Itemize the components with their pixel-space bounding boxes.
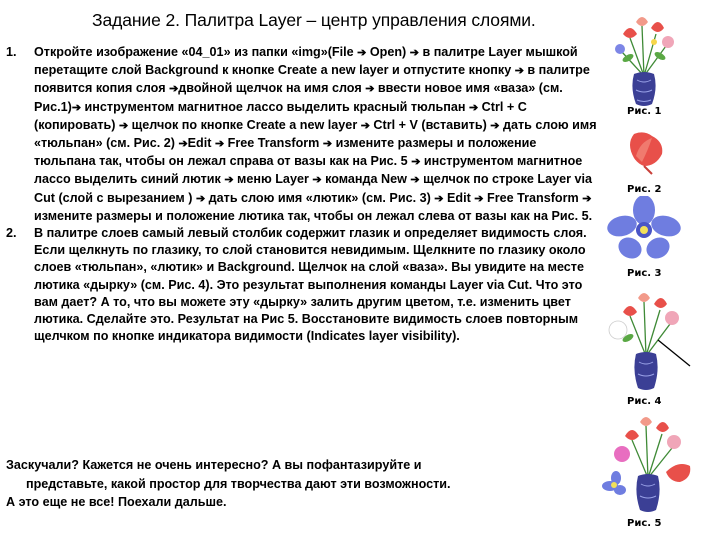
text-segment: Free Transform	[483, 190, 583, 205]
text-segment: двойной щелчок на имя слоя	[178, 81, 366, 96]
closing-line: А это еще не все! Поехали дальше.	[6, 495, 227, 509]
arrow-right-icon: ➔	[357, 47, 367, 59]
arrow-right-icon: ➔	[410, 174, 420, 187]
figure-caption: Рис. 1	[627, 106, 662, 117]
figure-caption: Рис. 2	[627, 184, 662, 195]
arrow-right-icon: ➔	[360, 119, 370, 132]
text-segment: инструментом магнитное лассо выделить синий лютик	[34, 154, 583, 187]
red-tulip-image	[622, 128, 668, 176]
text-segment: Open)	[366, 45, 410, 59]
text-segment: измените размеры и положение лютика так, чтобы он лежал слева от вазы как на Рис. 5.	[34, 208, 593, 223]
arrow-right-icon: ➔	[409, 47, 419, 59]
arrow-right-icon: ➔	[118, 119, 129, 132]
task-item-1	[6, 44, 598, 225]
arrow-right-icon: ➔	[474, 192, 484, 205]
text-segment: щелчок по строке Layer via Cut (слой с вырезанием )	[34, 172, 593, 205]
arrow-right-icon: ➔	[178, 138, 188, 151]
text-segment: дать слою имя «лютик» (см. Рис. 3)	[205, 190, 435, 205]
text-segment: Edit	[443, 190, 475, 205]
text-segment: Откройте изображение «04_01» из папки «img»(File	[34, 45, 358, 59]
arrow-right-icon: ➔	[514, 65, 524, 78]
task-list	[6, 44, 598, 345]
closing-line: Заскучали? Кажется не очень интересно? А вы пофантазируйте и	[6, 458, 422, 472]
task-item-2	[6, 225, 598, 345]
arrow-right-icon: ➔	[195, 192, 206, 205]
arrow-right-icon: ➔	[214, 138, 225, 151]
text-segment: в палитре Layer мышкой перетащите слой Background к кнопке Create a new layer и отпустите кнопку	[34, 45, 578, 78]
text-segment: щелчок по кнопке Create a new layer	[128, 117, 361, 132]
arrow-right-icon: ➔	[365, 83, 375, 96]
blue-buttercup-image	[606, 196, 682, 264]
arrow-right-icon: ➔	[582, 192, 592, 205]
arrow-right-icon: ➔	[490, 119, 500, 132]
task-text: В палитре слоев самый левый столбик содержит глазик и определяет видимость слоя. Если щелкнуть по глазику, то слой становится невидимым. Щелкните по глазику около слоев «тюльпан», «лютик» и Background. Щелчок на слой «ваза». Вы увидите на месте лютика «дырку» (см. Рис. 4). Это результат выполнения команды Layer via Cut. Что это вам дает? А то, что вы можете эту «дырку» залить другим цветом, т.е. изменить цвет лютика. Сделайте это. Результат на Рис 5. Восстановите видимость слоев повторным щелчком по кнопке индикатора видимости (Indicates layer visibility).	[34, 226, 587, 344]
text-segment: измените размеры и положение тюльпана так, чтобы он лежал справа от вазы как на Рис. 5	[34, 136, 537, 169]
task-text	[34, 44, 598, 225]
arrow-right-icon: ➔	[169, 83, 179, 96]
text-segment: ввести новое имя «ваза» (см. Рис.1)	[34, 81, 563, 114]
figure-caption: Рис. 3	[627, 268, 662, 279]
text-segment: в палитре появится копия слоя	[34, 63, 590, 96]
vase-bouquet-recolored-image	[600, 412, 696, 516]
arrow-right-icon: ➔	[312, 174, 322, 187]
arrow-right-icon: ➔	[71, 101, 82, 114]
text-segment: команда New	[321, 172, 411, 187]
text-segment: Free Transform	[224, 136, 323, 151]
task-number: 1.	[6, 45, 17, 59]
text-segment: инструментом магнитное лассо выделить красный тюльпан	[81, 99, 469, 114]
text-segment: меню Layer	[233, 172, 313, 187]
arrow-right-icon: ➔	[468, 101, 479, 114]
arrow-right-icon: ➔	[322, 138, 333, 151]
text-segment: Ctrl + V (вставить)	[369, 117, 491, 132]
arrow-right-icon: ➔	[411, 156, 421, 169]
closing-line: представьте, какой простор для творчества дают эти возможности.	[26, 476, 451, 491]
text-segment: дать слою имя «тюльпан» (см. Рис. 2)	[34, 117, 597, 151]
text-segment: Ctrl + C (копировать)	[34, 99, 527, 132]
page-title: Задание 2. Палитра Layer – центр управления слоями.	[92, 10, 536, 30]
vase-bouquet-image	[608, 12, 680, 108]
figure-caption: Рис. 4	[627, 396, 662, 407]
figure-caption: Рис. 5	[627, 518, 662, 529]
vase-bouquet-with-hole-image	[606, 286, 692, 394]
task-number: 2.	[6, 226, 17, 241]
arrow-right-icon: ➔	[224, 174, 234, 187]
text-segment: Edit	[187, 136, 215, 151]
arrow-right-icon: ➔	[434, 192, 444, 205]
closing-paragraph	[6, 456, 606, 512]
